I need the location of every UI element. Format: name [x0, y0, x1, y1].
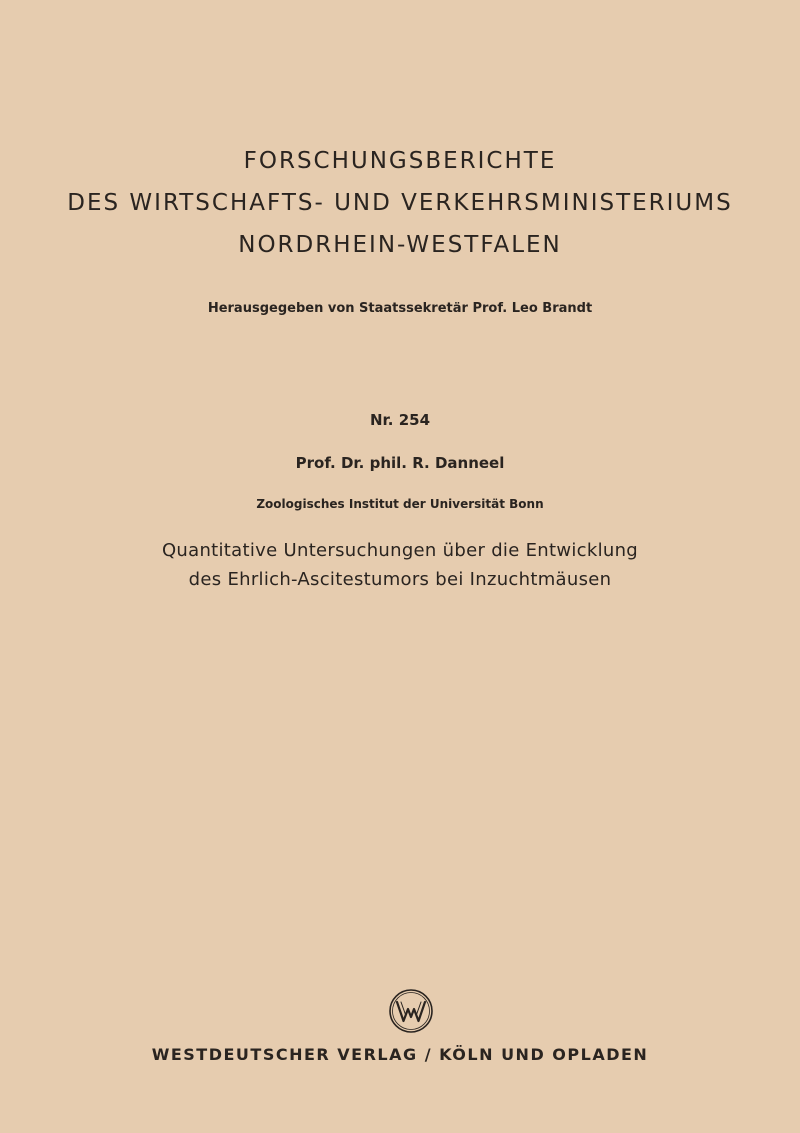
series-title-line-3: NORDRHEIN-WESTFALEN [238, 232, 562, 258]
publisher-w-monogram-icon [388, 988, 434, 1034]
author-name: Prof. Dr. phil. R. Danneel [295, 454, 505, 472]
book-title-line-1: Quantitative Untersuchungen über die Entwicklung [161, 540, 639, 561]
book-title [0, 536, 800, 594]
series-title-line-2: DES WIRTSCHAFTS- UND VERKEHRSMINISTERIUMS [67, 190, 733, 216]
institute-name: Zoologisches Institut der Universität Bonn [256, 497, 544, 511]
series-title-line-1: FORSCHUNGSBERICHTE [243, 148, 557, 174]
editor-line: Herausgegeben von Staatssekretär Prof. Leo Brandt [207, 301, 593, 316]
volume-number: Nr. 254 [369, 411, 431, 429]
book-title-line-2: des Ehrlich-Ascitestumors bei Inzuchtmäusen [188, 569, 612, 590]
publisher-imprint: WESTDEUTSCHER VERLAG / KÖLN UND OPLADEN [151, 1045, 649, 1064]
series-title [0, 140, 800, 266]
